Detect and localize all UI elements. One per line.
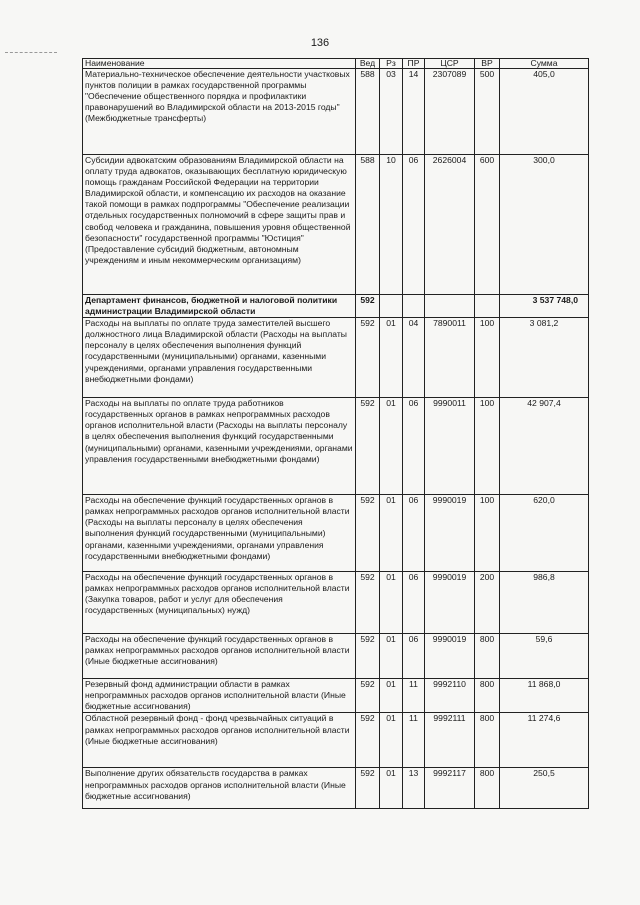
cell-name: Расходы на обеспечение функций государственных органов в рамках непрограммных расходов органов исполнительной власти (Расходы на выплаты персоналу в целях обеспечения выполнения функций государственными (муниципальными) органами, казенными учреждениями, органами управления государственными внебюджетными фондами) xyxy=(83,495,356,572)
cell-pr: 06 xyxy=(403,495,425,572)
cell-pr xyxy=(403,295,425,318)
cell-pr: 06 xyxy=(403,155,425,295)
table-row xyxy=(83,155,589,295)
cell-rz: 01 xyxy=(380,572,403,634)
cell-csr: 9990011 xyxy=(425,398,475,495)
table-row xyxy=(83,398,589,495)
cell-vr: 600 xyxy=(475,155,500,295)
cell-name: Расходы на обеспечение функций государственных органов в рамках непрограммных расходов органов исполнительной власти (Закупка товаров, работ и услуг для обеспечения государственных (муниципальных) нужд) xyxy=(83,572,356,634)
cell-pr: 14 xyxy=(403,69,425,155)
cell-rz: 01 xyxy=(380,318,403,398)
table-row xyxy=(83,713,589,768)
cell-sum: 405,0 xyxy=(500,69,589,155)
table-row xyxy=(83,318,589,398)
cell-vr: 100 xyxy=(475,318,500,398)
cell-vr: 800 xyxy=(475,713,500,768)
cell-vr: 100 xyxy=(475,495,500,572)
cell-name: Расходы на выплаты по оплате труда работников государственных органов в рамках непрограммных расходов органов исполнительной власти (Расходы на выплаты персоналу в целях обеспечения выполнения функций государственными (муниципальными) органами, казенными учреждениями, органами управления государственными внебюджетными фондами) xyxy=(83,398,356,495)
table-row xyxy=(83,572,589,634)
cell-pr: 11 xyxy=(403,713,425,768)
cell-sum: 620,0 xyxy=(500,495,589,572)
cell-rz: 01 xyxy=(380,398,403,495)
cell-sum: 986,8 xyxy=(500,572,589,634)
cell-vr: 800 xyxy=(475,634,500,679)
cell-sum: 11 868,0 xyxy=(500,679,589,713)
cell-vr: 800 xyxy=(475,679,500,713)
cell-rz: 01 xyxy=(380,679,403,713)
cell-ved: 592 xyxy=(356,679,380,713)
header-sum: Сумма xyxy=(500,59,589,69)
cell-csr: 7890011 xyxy=(425,318,475,398)
cell-ved: 592 xyxy=(356,495,380,572)
cell-rz: 01 xyxy=(380,495,403,572)
cell-pr: 06 xyxy=(403,572,425,634)
cell-csr: 2307089 xyxy=(425,69,475,155)
cell-ved: 588 xyxy=(356,69,380,155)
cell-sum: 3 537 748,0 xyxy=(500,295,589,318)
cell-ved: 592 xyxy=(356,398,380,495)
cell-name: Расходы на выплаты по оплате труда заместителей высшего должностного лица Владимирской области (Расходы на выплаты персоналу в целях обеспечения выполнения функций государственными (муниципальными) органами, казенными учреждениями, органами управления государственными внебюджетными фондами) xyxy=(83,318,356,398)
table-row xyxy=(83,69,589,155)
table-row xyxy=(83,679,589,713)
cell-ved: 592 xyxy=(356,295,380,318)
cell-ved: 592 xyxy=(356,634,380,679)
budget-table xyxy=(82,58,589,809)
cell-vr: 500 xyxy=(475,69,500,155)
cell-rz: 10 xyxy=(380,155,403,295)
cell-name: Областной резервный фонд - фонд чрезвычайных ситуаций в рамках непрограммных расходов органов исполнительной власти (Иные бюджетные ассигнования) xyxy=(83,713,356,768)
page-number: 136 xyxy=(310,37,330,49)
cell-sum: 250,5 xyxy=(500,768,589,809)
cell-csr: 9992110 xyxy=(425,679,475,713)
cell-ved: 592 xyxy=(356,572,380,634)
cell-ved: 592 xyxy=(356,318,380,398)
table-row xyxy=(83,768,589,809)
cell-name: Материально-техническое обеспечение деятельности участковых пунктов полиции в рамках государственной программы "Обеспечение общественного порядка и профилактики правонарушений во Владимирской области на 2013-2015 годы" (Межбюджетные трансферты) xyxy=(83,69,356,155)
cell-ved: 588 xyxy=(356,155,380,295)
cell-vr: 200 xyxy=(475,572,500,634)
cell-pr: 13 xyxy=(403,768,425,809)
cell-rz xyxy=(380,295,403,318)
cell-sum: 59,6 xyxy=(500,634,589,679)
scan-margin-mark xyxy=(5,52,57,53)
header-ved: Вед xyxy=(356,59,380,69)
cell-rz: 03 xyxy=(380,69,403,155)
cell-rz: 01 xyxy=(380,713,403,768)
cell-pr: 06 xyxy=(403,634,425,679)
cell-pr: 06 xyxy=(403,398,425,495)
cell-name: Субсидии адвокатским образованиям Владимирской области на оплату труда адвокатов, оказывающих бесплатную юридическую помощь гражданам Российской Федерации на территории Владимирской области, и компенсацию их расходов на оказание такой помощи в рамках подпрограммы "Обеспечение реализации отдельных государственных полномочий в сфере защиты прав и свобод человека и гражданина, повышения уровня общественной безопасности" государственной программы "Юстиция" (Предоставление субсидий бюджетным, автономным учреждениям и иным некоммерческим организациям) xyxy=(83,155,356,295)
cell-sum: 42 907,4 xyxy=(500,398,589,495)
cell-vr: 100 xyxy=(475,398,500,495)
cell-vr: 800 xyxy=(475,768,500,809)
table-row xyxy=(83,634,589,679)
cell-ved: 592 xyxy=(356,713,380,768)
table-header-row xyxy=(83,59,589,69)
header-name: Наименование xyxy=(83,59,356,69)
cell-csr: 9990019 xyxy=(425,572,475,634)
cell-csr: 9990019 xyxy=(425,634,475,679)
table-row xyxy=(83,495,589,572)
cell-csr xyxy=(425,295,475,318)
cell-name: Выполнение других обязательств государства в рамках непрограммных расходов органов исполнительной власти (Иные бюджетные ассигнования) xyxy=(83,768,356,809)
cell-ved: 592 xyxy=(356,768,380,809)
table-body xyxy=(83,69,589,809)
cell-sum: 3 081,2 xyxy=(500,318,589,398)
table-row-department xyxy=(83,295,589,318)
cell-csr: 2626004 xyxy=(425,155,475,295)
cell-csr: 9990019 xyxy=(425,495,475,572)
cell-pr: 11 xyxy=(403,679,425,713)
header-vr: ВР xyxy=(475,59,500,69)
cell-vr xyxy=(475,295,500,318)
cell-sum: 11 274,6 xyxy=(500,713,589,768)
cell-rz: 01 xyxy=(380,634,403,679)
header-csr: ЦСР xyxy=(425,59,475,69)
cell-csr: 9992117 xyxy=(425,768,475,809)
cell-name: Расходы на обеспечение функций государственных органов в рамках непрограммных расходов органов исполнительной власти (Иные бюджетные ассигнования) xyxy=(83,634,356,679)
header-rz: Рз xyxy=(380,59,403,69)
cell-name: Резервный фонд администрации области в рамках непрограммных расходов органов исполнительной власти (Иные бюджетные ассигнования) xyxy=(83,679,356,713)
cell-csr: 9992111 xyxy=(425,713,475,768)
cell-name: Департамент финансов, бюджетной и налоговой политики администрации Владимирской области xyxy=(83,295,356,318)
header-pr: ПР xyxy=(403,59,425,69)
cell-pr: 04 xyxy=(403,318,425,398)
cell-sum: 300,0 xyxy=(500,155,589,295)
cell-rz: 01 xyxy=(380,768,403,809)
